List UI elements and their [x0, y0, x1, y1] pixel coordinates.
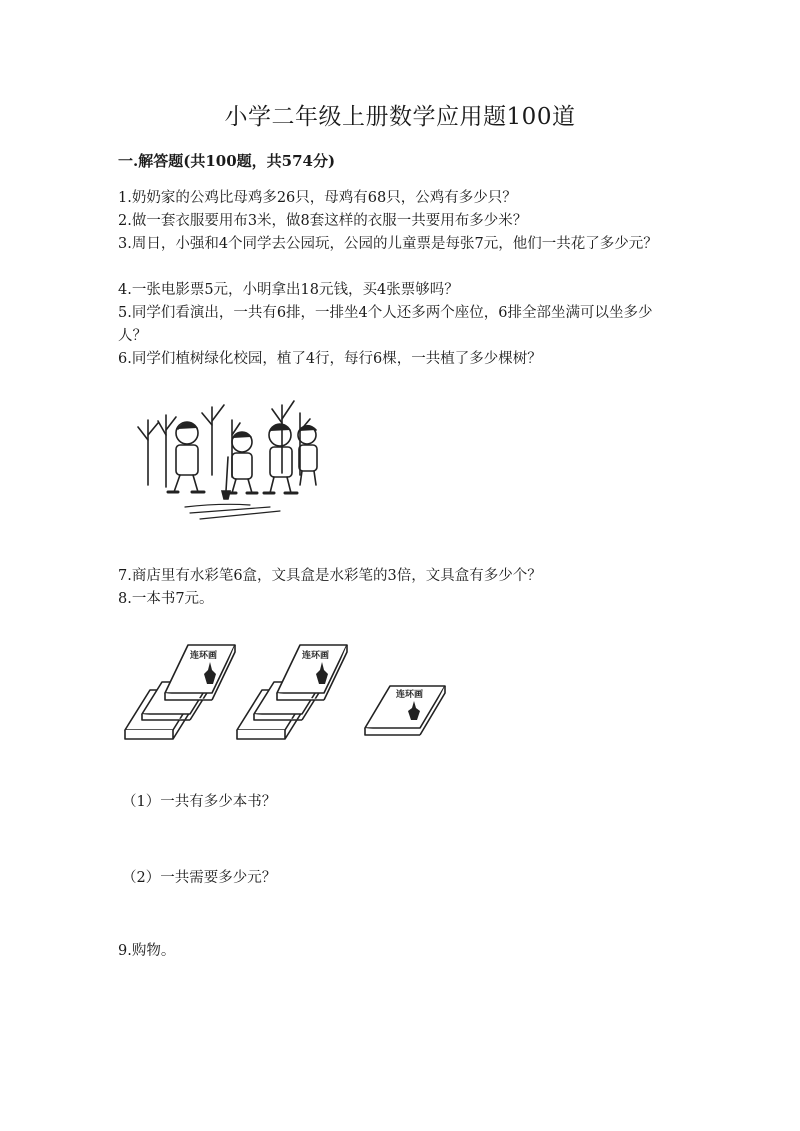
books-illustration	[120, 640, 450, 748]
question-3: 3.周日，小强和4个同学去公园玩，公园的儿童票是每张7元，他们一共花了多少元？	[118, 236, 658, 252]
book-stack	[237, 645, 347, 739]
page-title: 小学二年级上册数学应用题100道	[224, 104, 576, 130]
book-label: 连环画	[302, 651, 330, 661]
question-2: 2.做一套衣服要用布3米，做8套这样的衣服一共要用布多少米？	[118, 213, 528, 229]
question-6: 6.同学们植树绿化校园，植了4行，每行6棵，一共植了多少棵树？	[118, 351, 542, 367]
tree-icon	[138, 401, 310, 487]
question-5: 5.同学们看演出，一共有6排，一排坐4个人还多两个座位，6排全部坐满可以坐多少人？	[118, 305, 653, 344]
child-figure	[227, 432, 257, 493]
book-stack	[125, 645, 235, 739]
question-9: 9.购物。	[118, 943, 176, 959]
question-4: 4.一张电影票5元，小明拿出18元钱，买4张票够吗？	[118, 282, 459, 298]
question-1: 1.奶奶家的公鸡比母鸡多26只，母鸡有68只，公鸡有多少只？	[118, 190, 517, 206]
question-8: 8.一本书7元。	[118, 591, 214, 607]
question-7: 7.商店里有水彩笔6盒，文具盒是水彩笔的3倍，文具盒有多少个？	[118, 568, 542, 584]
child-figure	[168, 422, 204, 492]
section-heading: 一.解答题(共100题，共574分)	[118, 152, 336, 170]
subquestion-1: （1）一共有多少本书？	[122, 794, 277, 810]
tree-planting-illustration	[130, 395, 370, 530]
book-label: 连环画	[396, 690, 424, 700]
child-figure	[264, 424, 297, 493]
book-label: 连环画	[190, 651, 218, 661]
subquestion-2: （2）一共需要多少元？	[122, 870, 277, 886]
child-figure	[298, 426, 317, 485]
